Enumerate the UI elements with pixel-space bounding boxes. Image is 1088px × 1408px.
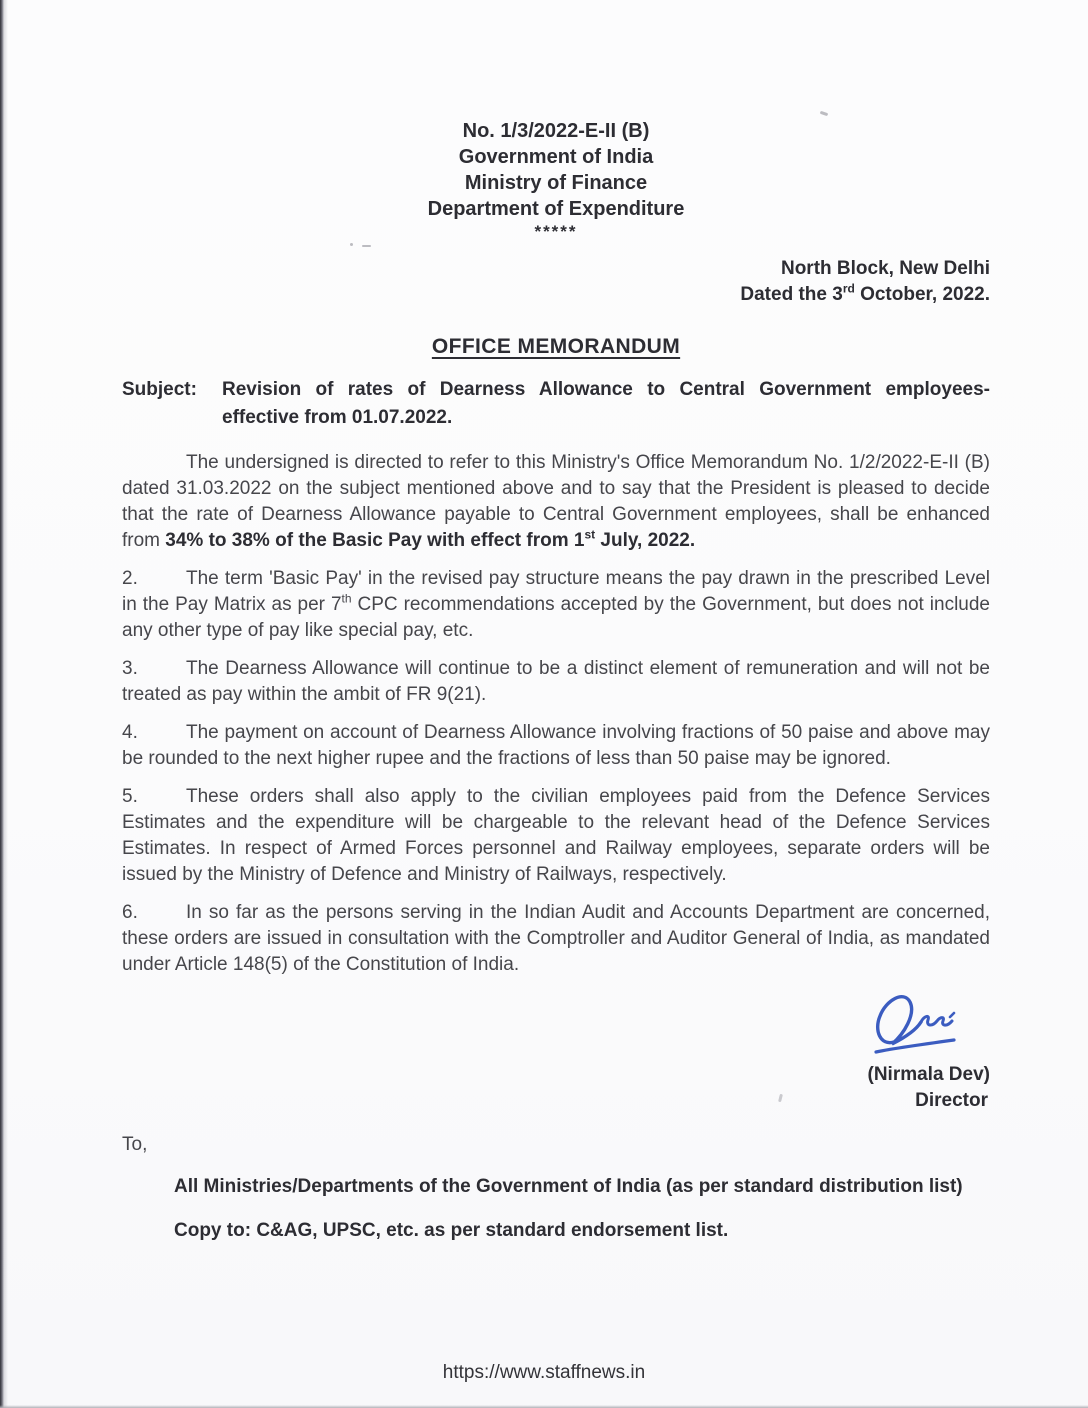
date-line: Dated the 3rd October, 2022. <box>740 281 990 305</box>
place-line: North Block, New Delhi <box>780 258 990 279</box>
org-name-department: Department of Expenditure <box>427 198 685 220</box>
memo-paragraph-6: 6. In so far as the persons serving in the Indian Audit and Accounts Department are concerned, these orders are issued in consultation with the Comptroller and Auditor General of India, as mandated under Article 148(5) of the Constitution of India. <box>122 902 990 975</box>
memo-title-text: OFFICE MEMORANDUM <box>431 335 681 358</box>
subject-text-line1: Revision of rates of Dearness Allowance to Central Government employees- <box>222 379 990 400</box>
paragraph-number: 6. <box>122 902 138 923</box>
paragraph-number: 3. <box>122 658 138 679</box>
memo-title <box>122 334 990 360</box>
memo-paragraph-1: The undersigned is directed to refer to this Ministry's Office Memorandum No. 1/2/2022-E-II (B) dated 31.03.2022 on the subject mentioned above and to say that the President is pleased to decide that the rate of Dearness Allowance payable to Central Government employees, shall be enhanced from 34% to 38% of the Basic Pay with effect from 1st July, 2022. <box>122 452 990 551</box>
memo-paragraph-2: 2. The term 'Basic Pay' in the revised pay structure means the pay drawn in the prescribed Level in the Pay Matrix as per 7th CPC recommendations accepted by the Government, but does not include any other type of pay like special pay, etc. <box>122 568 990 641</box>
distribution-list-line: All Ministries/Departments of the Government of India (as per standard distribution list) <box>174 1176 963 1197</box>
memo-paragraph-5: 5. These orders shall also apply to the civilian employees paid from the Defence Services Estimates and the expenditure will be chargeable to the relevant head of the Defence Services Estimates. In respect of Armed Forces personnel and Railway employees, separate orders will be issued by the Ministry of Defence and Ministry of Railways, respectively. <box>122 786 990 885</box>
paragraph-number: 4. <box>122 722 138 743</box>
source-url: https://www.staffnews.in <box>442 1362 646 1383</box>
signature-scribble <box>864 990 964 1054</box>
memo-paragraph-4: 4. The payment on account of Dearness Allowance involving fractions of 50 paise and above may be rounded to the next higher rupee and the fractions of less than 50 paise may be ignored. <box>122 722 990 769</box>
org-name-government: Government of India <box>458 146 654 168</box>
paragraph-number: 5. <box>122 786 138 807</box>
date-block <box>122 256 990 308</box>
subject-text <box>222 376 990 432</box>
subject-text-line2: effective from 01.07.2022. <box>222 407 453 428</box>
signature-block <box>122 990 990 1114</box>
paragraph-number: 2. <box>122 568 138 589</box>
memo-paragraph-3: 3. The Dearness Allowance will continue to be a distinct element of remuneration and will not be treated as pay within the ambit of FR 9(21). <box>122 658 990 705</box>
endorsement-line: Copy to: C&AG, UPSC, etc. as per standard endorsement list. <box>174 1220 729 1241</box>
signatory-designation: Director <box>915 1090 988 1111</box>
address-to: To, <box>122 1134 148 1155</box>
org-name-ministry: Ministry of Finance <box>464 172 648 194</box>
subject-label: Subject: <box>122 379 197 400</box>
memo-body <box>122 450 990 978</box>
signatory-name: (Nirmala Dev) <box>867 1064 990 1085</box>
subject-row <box>122 376 990 432</box>
stars-separator: ***** <box>534 222 578 241</box>
reference-number: No. 1/3/2022-E-II (B) <box>462 120 650 142</box>
